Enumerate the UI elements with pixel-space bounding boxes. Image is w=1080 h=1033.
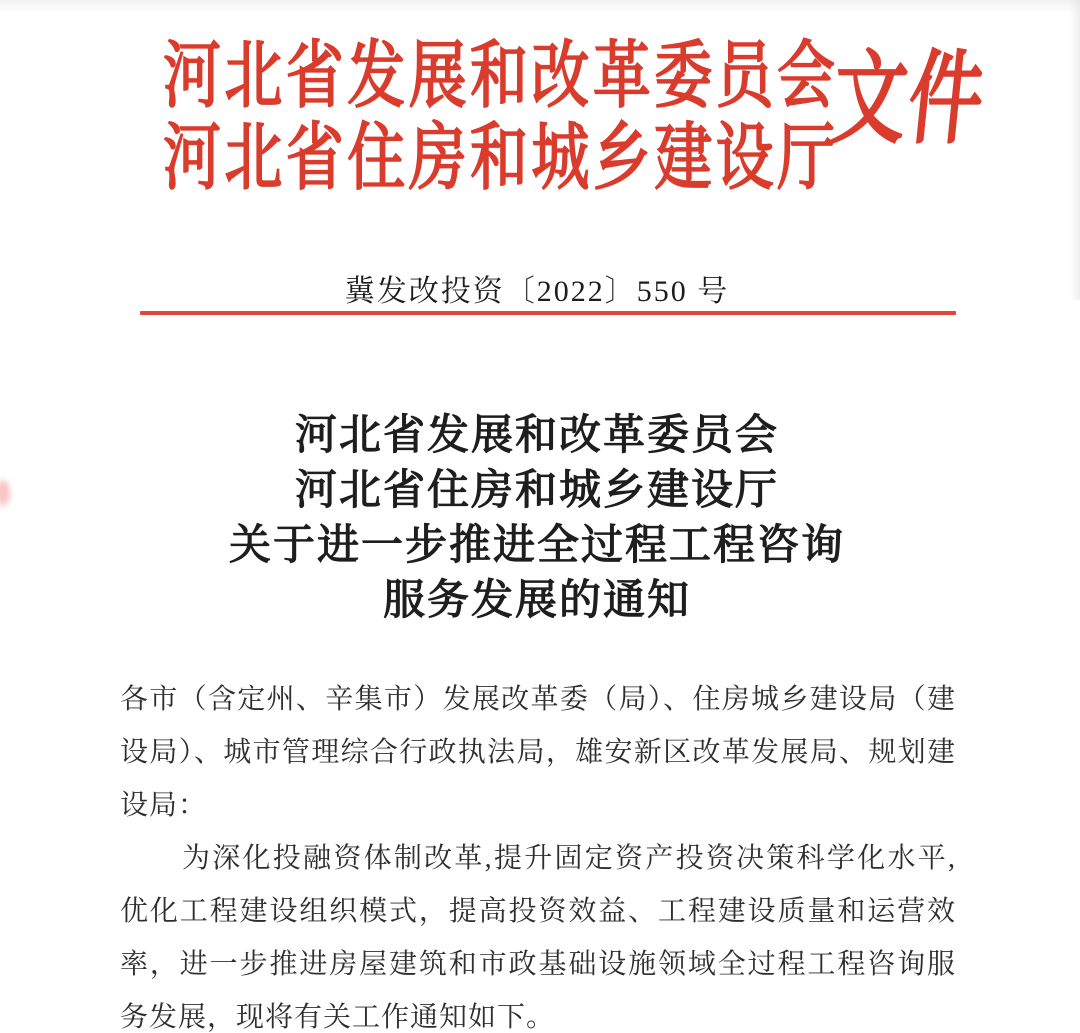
- document-body: [120, 680, 956, 1033]
- title-line-4: 服务发展的通知: [382, 578, 691, 624]
- scan-artifact-right-edge: [1070, 0, 1080, 300]
- body-line-para-2: 优化工程建设组织模式，提高投资效益、工程建设质量和运营效: [120, 896, 956, 927]
- red-divider-line: [140, 311, 956, 315]
- document-title: [0, 409, 1074, 629]
- body-line-addressee-1: 各市（含定州、辛集市）发展改革委（局）、住房城乡建设局（建: [120, 684, 956, 715]
- masthead-agency-line-1: 河北省发展和改革委员会: [163, 34, 835, 117]
- body-line-addressee-2: 设局）、城市管理综合行政执法局，雄安新区改革发展局、规划建: [120, 737, 956, 768]
- masthead-doc-type-stamp: 文件: [827, 44, 991, 158]
- body-line-addressee-3: 设局：: [120, 790, 208, 821]
- scan-artifact-top-edge: [0, 0, 1080, 14]
- title-line-3: 关于进一步推进全过程工程咨询: [228, 523, 845, 569]
- masthead-agency-line-2: 河北省住房和城乡建设厅: [163, 116, 835, 199]
- body-line-para-3: 率，进一步推进房屋建筑和市政基础设施领域全过程工程咨询服: [120, 949, 956, 980]
- body-line-para-1: 为深化投融资体制改革,提升固定资产投资决策科学化水平,: [182, 843, 956, 874]
- reference-number: 冀发改投资〔2022〕550 号: [344, 275, 730, 308]
- title-line-2: 河北省住房和城乡建设厅: [294, 468, 779, 514]
- body-line-para-4: 务发展，现将有关工作通知如下。: [120, 1002, 556, 1033]
- title-line-1: 河北省发展和改革委员会: [294, 413, 779, 459]
